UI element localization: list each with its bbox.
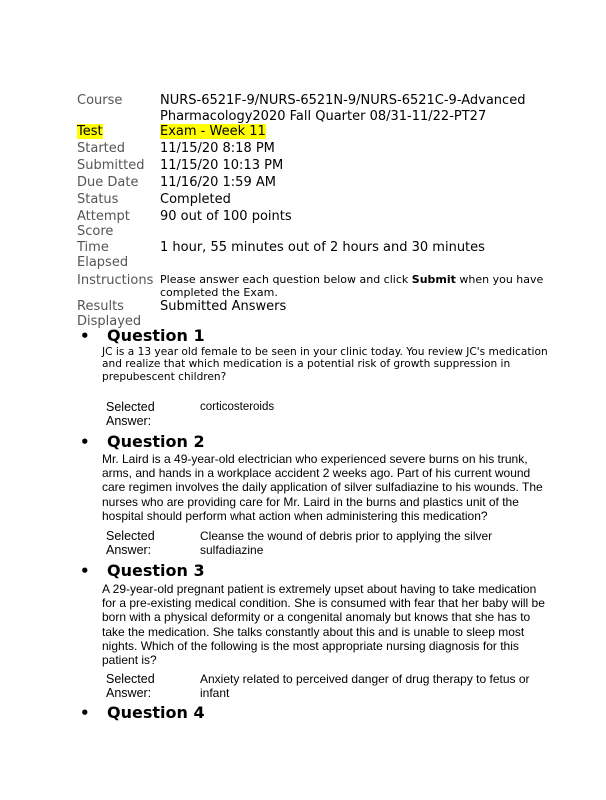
time-elapsed-label: Time Elapsed	[77, 240, 129, 270]
bullet: •	[80, 704, 90, 722]
question-1-title	[80, 326, 205, 346]
instructions-text-end: when you have completed the Exam.	[160, 273, 544, 299]
started-value: 11/15/20 8:18 PM	[160, 141, 275, 156]
selected-answer-label: Selected Answer:	[106, 672, 155, 700]
submitted-row	[77, 158, 557, 175]
bullet: •	[80, 433, 90, 451]
results-row	[77, 297, 557, 327]
question-title-text: Question 2	[107, 432, 205, 451]
question-title-text: Question 1	[107, 326, 205, 345]
instructions-label: Instructions	[77, 273, 154, 288]
question-3-answer	[106, 672, 540, 700]
question-2-answer	[106, 529, 500, 557]
question-3-title	[80, 561, 205, 581]
selected-answer-label: Selected Answer:	[106, 400, 155, 428]
bullet: •	[80, 327, 90, 345]
due-date-row	[77, 175, 557, 192]
status-value: Completed	[160, 192, 231, 207]
started-row	[77, 141, 557, 158]
course-row	[77, 90, 557, 124]
question-2-title	[80, 432, 205, 452]
started-label: Started	[77, 141, 126, 156]
question-2-text: Mr. Laird is a 49-year-old electrician who experienced severe burns on his trunk, arms, and hands in a workplace accident 2 weeks ago. Part of his current wound care regimen involves the daily application of silver sulfadiazine to his wounds. The nurses who are providing care for Mr. Laird in the burns and plastics unit of the hospital should perform what action when administering this medication?	[102, 452, 543, 523]
question-1-answer	[106, 400, 278, 428]
submitted-value: 11/15/20 10:13 PM	[160, 158, 284, 173]
status-row	[77, 192, 557, 209]
due-date-value: 11/16/20 1:59 AM	[160, 175, 276, 190]
instructions-value	[160, 273, 557, 299]
selected-answer-label: Selected Answer:	[106, 529, 155, 557]
test-row	[77, 124, 557, 141]
test-label: Test	[77, 124, 103, 139]
test-value: Exam - Week 11	[160, 124, 266, 139]
due-date-label: Due Date	[77, 175, 139, 190]
score-value: 90 out of 100 points	[160, 209, 292, 224]
submitted-label: Submitted	[77, 158, 145, 173]
time-elapsed-value: 1 hour, 55 minutes out of 2 hours and 30 minutes	[160, 240, 485, 255]
time-elapsed-row	[77, 240, 557, 271]
results-label: Results Displayed	[77, 299, 142, 329]
selected-answer-value: Anxiety related to perceived danger of drug therapy to fetus or infant	[200, 672, 530, 700]
instructions-submit-word: Submit	[411, 273, 456, 286]
course-value: NURS-6521F-9/NURS-6521N-9/NURS-6521C-9-Advanced Pharmacology2020 Fall Quarter 08/31-11/22-PT27	[160, 93, 526, 124]
attempt-summary	[77, 90, 557, 327]
selected-answer-value: Cleanse the wound of debris prior to applying the silver sulfadiazine	[200, 529, 493, 557]
selected-answer-value: corticosteroids	[200, 401, 275, 413]
question-1-text: JC is a 13 year old female to be seen in your clinic today. You review JC's medication and realize that which medication is a potential risk of growth suppression in prepubescent children?	[102, 346, 548, 383]
question-3-text: A 29-year-old pregnant patient is extremely upset about having to take medication for a pre-existing medical condition. She is consumed with fear that her baby will be born with a physical deformity or a congenital anomaly but knows that she has to take the medication. She talks constantly about this and is unable to sleep most nights. Which of the following is the most appropriate nursing diagnosis for this patient is?	[102, 582, 545, 668]
bullet: •	[80, 562, 90, 580]
results-value: Submitted Answers	[160, 299, 287, 314]
instructions-row	[77, 271, 557, 297]
score-row	[77, 209, 557, 240]
instructions-text: Please answer each question below and click	[160, 273, 412, 286]
question-4-title	[80, 703, 205, 723]
status-label: Status	[77, 192, 119, 207]
question-title-text: Question 4	[107, 703, 205, 722]
course-label: Course	[77, 93, 123, 108]
score-label: Attempt Score	[77, 209, 130, 239]
question-title-text: Question 3	[107, 561, 205, 580]
